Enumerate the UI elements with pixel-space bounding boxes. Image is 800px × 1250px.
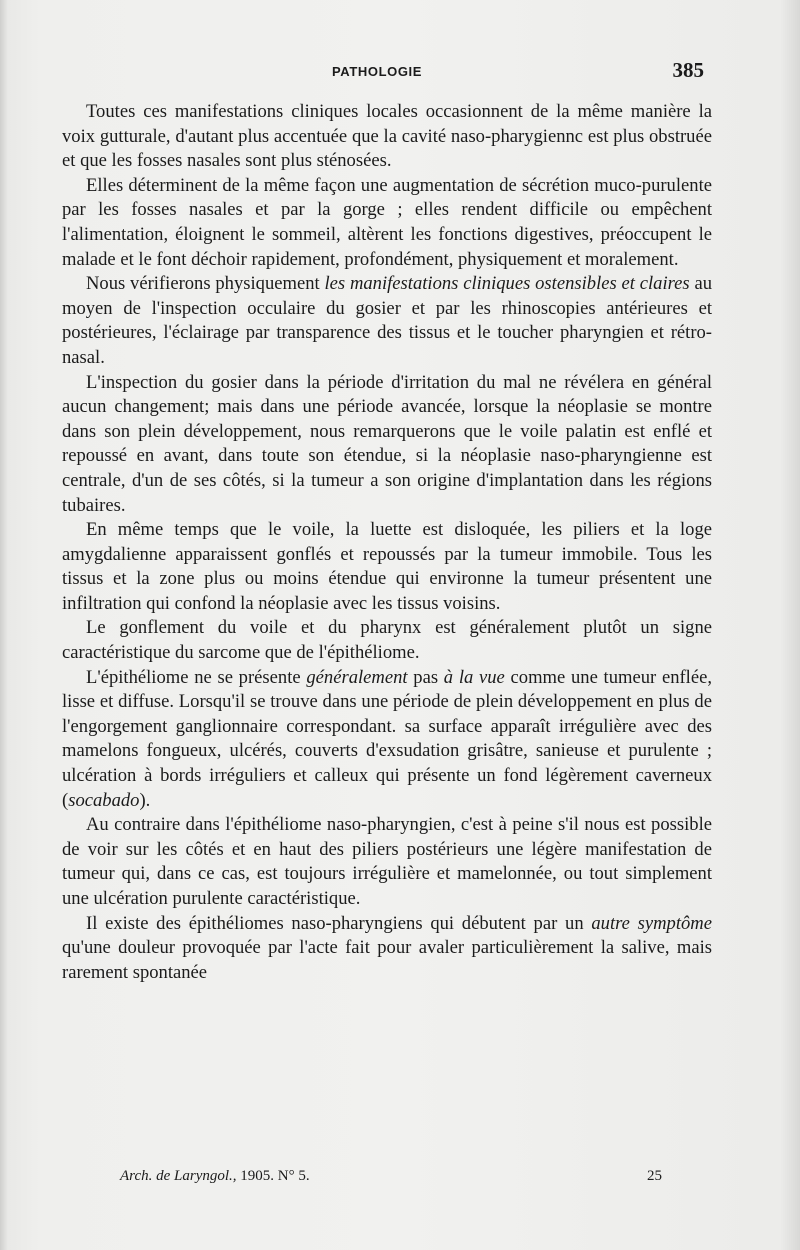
body-text [62, 100, 712, 985]
footer-source [120, 1168, 310, 1185]
paragraph-4-text: L'inspection du gosier dans la période d'irritation du mal ne révélera en général aucun changement; mais dans une période avancée, lorsque la néoplasie se montre dans son plein développement, nous remarquerons que le voile palatin est enflé et repoussé en avant, dans toute son étendue, si la néoplasie naso-pharyngienne est centrale, d'un de ses côtés, si la tumeur a son origine d'implantation dans les régions tubaires. [62, 371, 712, 516]
paragraph-9-text-a: Il existe des épithéliomes naso-pharyngiens qui débutent par un [86, 912, 592, 934]
paragraph-6-text: Le gonflement du voile et du pharynx est généralement plutôt un signe caractéristique du sarcome que de l'épithéliome. [62, 617, 712, 664]
paragraph-8 [62, 813, 712, 911]
page-header [62, 58, 712, 88]
paragraph-6 [62, 616, 712, 665]
paragraph-7-text-d: ). [139, 789, 151, 811]
footer-source-issue: 1905. N° 5. [236, 1168, 310, 1184]
running-head: PATHOLOGIE [332, 64, 423, 79]
paragraph-1-text: Toutes ces manifestations cliniques locales occasionnent de la même manière la voix gutturale, d'autant plus accentuée que la cavité naso-pharygiennc est plus obstruée et que les fosses nasales sont plus sténosées. [62, 101, 712, 172]
paragraph-3-text-a: Nous vérifierons physiquement [86, 273, 325, 295]
paragraph-1 [62, 100, 712, 174]
paragraph-4 [62, 371, 712, 519]
paragraph-7-emphasis-1: généralement [306, 666, 408, 688]
page-footer [62, 1168, 712, 1192]
paragraph-3-emphasis: les manifestations cliniques ostensibles et claires [324, 273, 690, 295]
footer-signature-mark: 25 [647, 1168, 662, 1184]
paragraph-3-text-b: au moyen de l'inspection occulaire du gosier et par les rhinoscopies antérieures et postérieures, l'éclairage par transparence des tissus et le toucher pharyngien et rétro-nasal. [62, 273, 712, 368]
paragraph-9-emphasis: autre symptôme [591, 912, 712, 934]
paragraph-7-text-c: comme une tumeur enflée, lisse et diffuse. Lorsqu'il se trouve dans une période de plein développement en plus de l'engorgement ganglionnaire correspondant. sa surface apparaît irrégulière avec des mamelons fongueux, ulcérés, couverts d'exsudation grisâtre, sanieuse et purulente ; ulcération à bords irréguliers et calleux qui présente un fond légèrement caverneux ( [62, 666, 713, 811]
paragraph-7-text-a: L'épithéliome ne se présente [86, 666, 307, 688]
paragraph-3 [62, 272, 712, 370]
page-number: 385 [672, 58, 704, 82]
paragraph-5-text: En même temps que le voile, la luette est disloquée, les piliers et la loge amygdalienne apparaissent gonflés et repoussés par la tumeur immobile. Tous les tissus et la zone plus ou moins étendue qui environne la tumeur présentent une infiltration qui confond la néoplasie avec les tissus voisins. [62, 519, 712, 614]
paragraph-7-text-b: pas [407, 666, 444, 688]
paragraph-2-text: Elles déterminent de la même façon une augmentation de sécrétion muco-purulente par les fosses nasales et par la gorge ; elles rendent difficile ou empêchent l'alimentation, éloignent le sommeil, altèrent les fonctions digestives, préoccupent le malade et le font déchoir rapidement, profondément, physiquement et moralement. [62, 174, 712, 270]
paragraph-7 [62, 666, 712, 814]
paragraph-7-emphasis-2: à la vue [443, 666, 505, 688]
paragraph-9 [62, 912, 712, 986]
footer-source-journal: Arch. de Laryngol., [120, 1168, 237, 1184]
paragraph-8-text: Au contraire dans l'épithéliome naso-pharyngien, c'est à peine s'il nous est possible de voir sur les côtés et en haut des piliers postérieurs une légère manifestation de tumeur qui, dans ce cas, est toujours irrégulière et mamelonnée, ou tout simplement une ulcération purulente caractéristique. [62, 814, 712, 909]
paragraph-9-text-b: qu'une douleur provoquée par l'acte fait pour avaler particulièrement la salive, mais rarement spontanée [62, 937, 712, 983]
paragraph-2 [62, 174, 712, 272]
paragraph-5 [62, 518, 712, 616]
paragraph-7-emphasis-3: socabado [68, 789, 140, 811]
